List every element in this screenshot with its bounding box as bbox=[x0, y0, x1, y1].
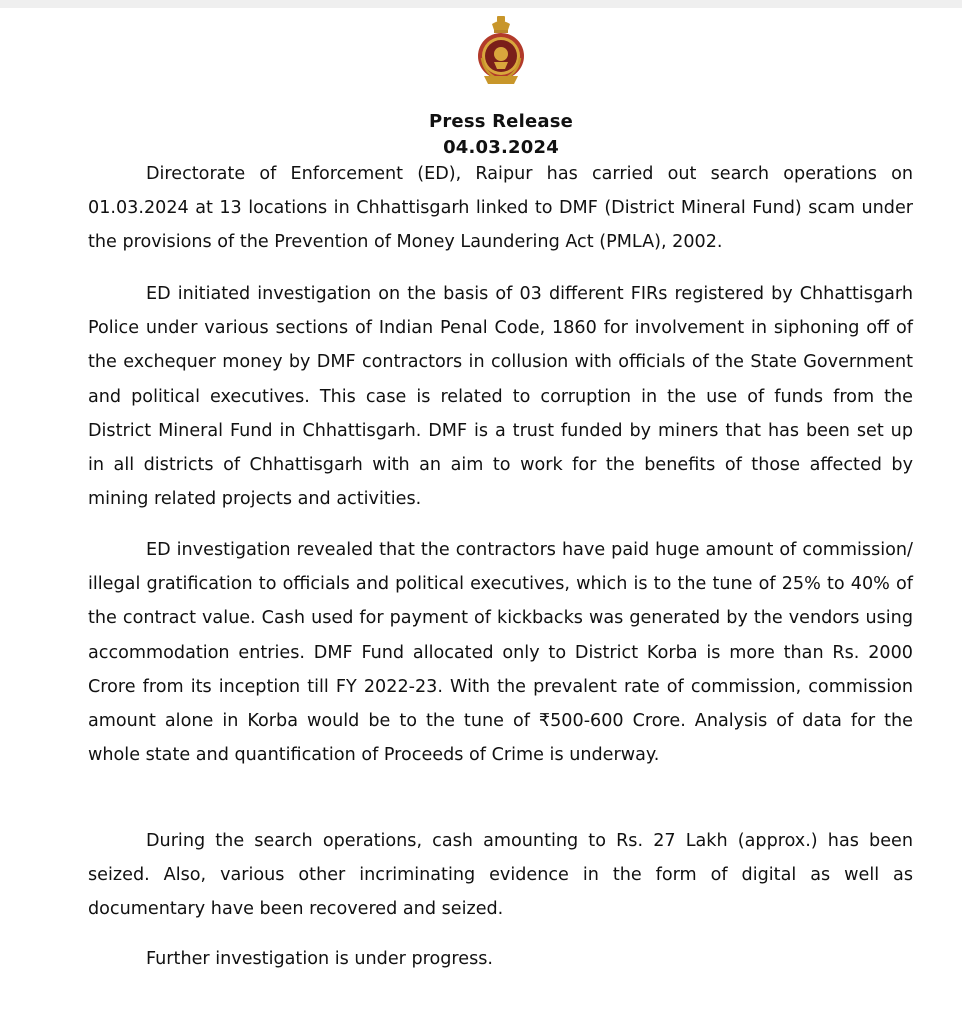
ed-emblem-icon bbox=[470, 14, 532, 86]
press-release-date: 04.03.2024 bbox=[443, 137, 559, 158]
paragraph: Further investigation is under progress. bbox=[146, 949, 494, 969]
paragraph: ED investigation revealed that the contractors have paid huge amount of commission/ illegal gratification to officials and political executives, which is to the tune of 25% to 40% of the contract value. Cash used for payment of kickbacks was generated by the vendors using accommodation entries. DMF Fund allocated only to District Korba is more than Rs. 2000 Crore from its inception till FY 2022-23. With the prevalent rate of commission, commission amount alone in Korba would be to the tune of ₹500-600 Crore. Analysis of data for the whole state and quantification of Proceeds of Crime is underway. bbox=[88, 540, 913, 766]
top-strip bbox=[0, 0, 962, 8]
paragraph: ED initiated investigation on the basis of 03 different FIRs registered by Chhattisgarh Police under various sections of Indian Penal Code, 1860 for involvement in siphoning off of the exchequer money by DMF contractors in collusion with officials of the State Government and political executives. This case is related to corruption in the use of funds from the District Mineral Fund in Chhattisgarh. DMF is a trust funded by miners that has been set up in all districts of Chhattisgarh with an aim to work for the benefits of those affected by mining related projects and activities. bbox=[88, 284, 913, 510]
paragraph: During the search operations, cash amounting to Rs. 27 Lakh (approx.) has been seized. Also, various other incriminating evidence in the form of digital as well as documentary have been recovered and seized. bbox=[88, 831, 913, 920]
press-release-title: Press Release bbox=[428, 111, 574, 132]
paragraph: Directorate of Enforcement (ED), Raipur has carried out search operations on 01.03.2024 at 13 locations in Chhattisgarh linked to DMF (District Mineral Fund) scam under the provisions of the Prevention of Money Laundering Act (PMLA), 2002. bbox=[88, 164, 913, 253]
